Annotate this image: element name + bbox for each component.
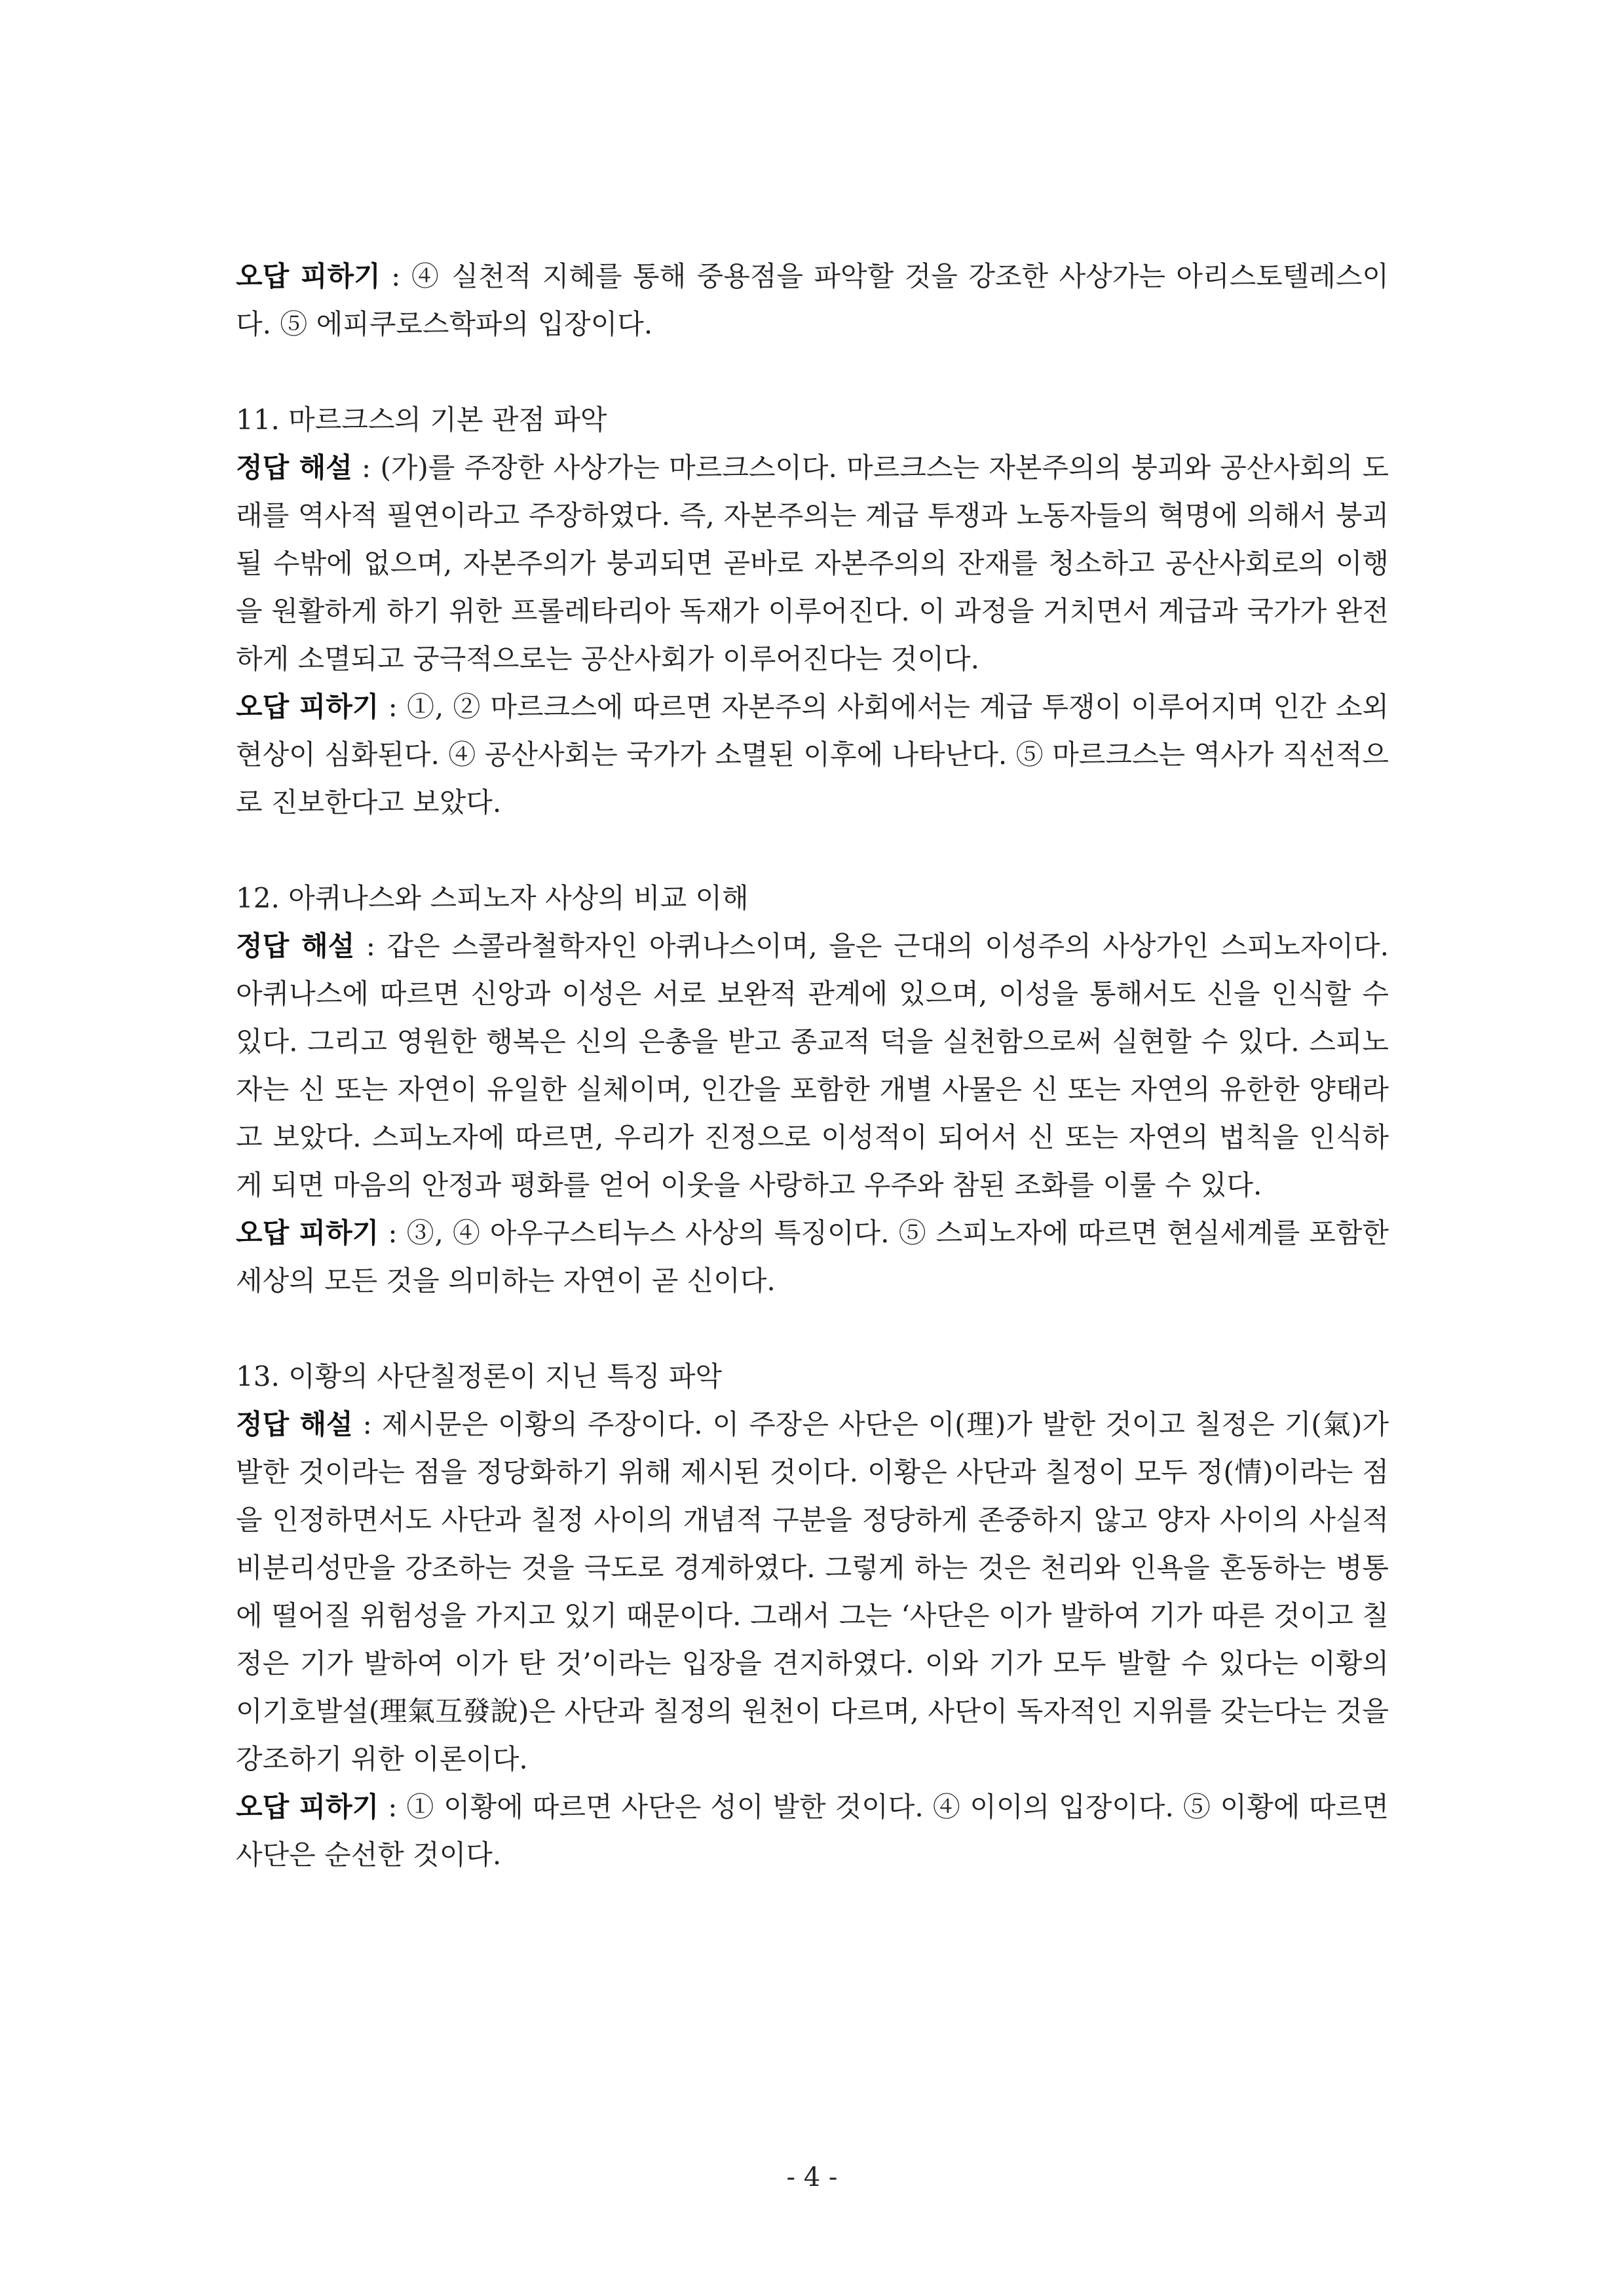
answer-explanation: [236, 922, 1389, 1209]
section-12: [236, 874, 1389, 1305]
intro-wrong-answer-note: [236, 252, 1389, 348]
wrong-answer-text: : ① 이황에 따르면 사단은 성이 발한 것이다. ④ 이이의 입장이다. ⑤ 이황에 따르면 사단은 순선한 것이다.: [236, 1791, 1389, 1871]
answer-explanation-text: : 갑은 스콜라철학자인 아퀴나스이며, 을은 근대의 이성주의 사상가인 스피노자이다. 아퀴나스에 따르면 신앙과 이성은 서로 보완적 관계에 있으며, 이성을 통해서도 신을 인식할 수 있다. 그리고 영원한 행복은 신의 은총을 받고 종교적 덕을 실천함으로써 실현할 수 있다. 스피노자는 신 또는 자연이 유일한 실체이며, 인간을 포함한 개별 사물은 신 또는 자연의 유한한 양태라고 보았다. 스피노자에 따르면, 우리가 진정으로 이성적이 되어서 신 또는 자연의 법칙을 인식하게 되면 마음의 안정과 평화를 얻어 이웃을 사랑하고 우주와 참된 조화를 이룰 수 있다.: [236, 930, 1389, 1201]
answer-explanation-label: 정답 해설: [236, 930, 355, 962]
page-number: - 4 -: [786, 2162, 838, 2192]
wrong-answer-note: [236, 1209, 1389, 1305]
section-heading: 13. 이황의 사단칠정론이 지닌 특징 파악: [236, 1360, 723, 1392]
wrong-answer-text: : ③, ④ 아우구스티누스 사상의 특징이다. ⑤ 스피노자에 따르면 현실세계를 포함한 세상의 모든 것을 의미하는 자연이 곧 신이다.: [236, 1217, 1389, 1297]
wrong-answer-note: [236, 683, 1389, 826]
section-13: [236, 1352, 1389, 1879]
wrong-answer-text: : ④ 실천적 지혜를 통해 중용점을 파악할 것을 강조한 사상가는 아리스토텔레스이다. ⑤ 에피쿠로스학파의 입장이다.: [236, 260, 1389, 340]
document-body: [236, 252, 1389, 1879]
answer-explanation-label: 정답 해설: [236, 451, 352, 484]
spacer: [236, 348, 1389, 396]
wrong-answer-label: 오답 피하기: [236, 1791, 379, 1823]
spacer: [236, 1305, 1389, 1352]
answer-explanation: [236, 1400, 1389, 1783]
answer-explanation: [236, 444, 1389, 683]
answer-explanation-text: : (가)를 주장한 사상가는 마르크스이다. 마르크스는 자본주의의 붕괴와 공산사회의 도래를 역사적 필연이라고 주장하였다. 즉, 자본주의는 계급 투쟁과 노동자들의 혁명에 의해서 붕괴될 수밖에 없으며, 자본주의가 붕괴되면 곧바로 자본주의의 잔재를 청소하고 공산사회로의 이행을 원활하게 하기 위한 프롤레타리아 독재가 이루어진다. 이 과정을 거치면서 계급과 국가가 완전하게 소멸되고 궁극적으로는 공산사회가 이루어진다는 것이다.: [236, 451, 1389, 675]
spacer: [236, 826, 1389, 874]
section-heading: 11. 마르크스의 기본 관점 파악: [236, 404, 607, 436]
answer-explanation-text: : 제시문은 이황의 주장이다. 이 주장은 사단은 이(理)가 발한 것이고 칠정은 기(氣)가 발한 것이라는 점을 정당화하기 위해 제시된 것이다. 이황은 사단과 칠정이 모두 정(情)이라는 점을 인정하면서도 사단과 칠정 사이의 개념적 구분을 정당하게 존중하지 않고 양자 사이의 사실적 비분리성만을 강조하는 것을 극도로 경계하였다. 그렇게 하는 것은 천리와 인욕을 혼동하는 병통에 떨어질 위험성을 가지고 있기 때문이다. 그래서 그는 ‘사단은 이가 발하여 기가 따른 것이고 칠정은 기가 발하여 이가 탄 것’이라는 입장을 견지하였다. 이와 기가 모두 발할 수 있다는 이황의 이기호발설(理氣互發說)은 사단과 칠정의 원천이 다르며, 사단이 독자적인 지위를 갖는다는 것을 강조하기 위한 이론이다.: [236, 1408, 1389, 1775]
section-11: [236, 396, 1389, 826]
wrong-answer-label: 오답 피하기: [236, 691, 379, 723]
answer-explanation-label: 정답 해설: [236, 1408, 353, 1440]
wrong-answer-label: 오답 피하기: [236, 1217, 379, 1249]
section-heading: 12. 아퀴나스와 스피노자 사상의 비교 이해: [236, 882, 749, 914]
wrong-answer-label: 오답 피하기: [236, 260, 381, 292]
wrong-answer-text: : ①, ② 마르크스에 따르면 자본주의 사회에서는 계급 투쟁이 이루어지며 인간 소외 현상이 심화된다. ④ 공산사회는 국가가 소멸된 이후에 나타난다. ⑤ 마르크스는 역사가 직선적으로 진보한다고 보았다.: [236, 691, 1389, 818]
wrong-answer-note: [236, 1783, 1389, 1879]
